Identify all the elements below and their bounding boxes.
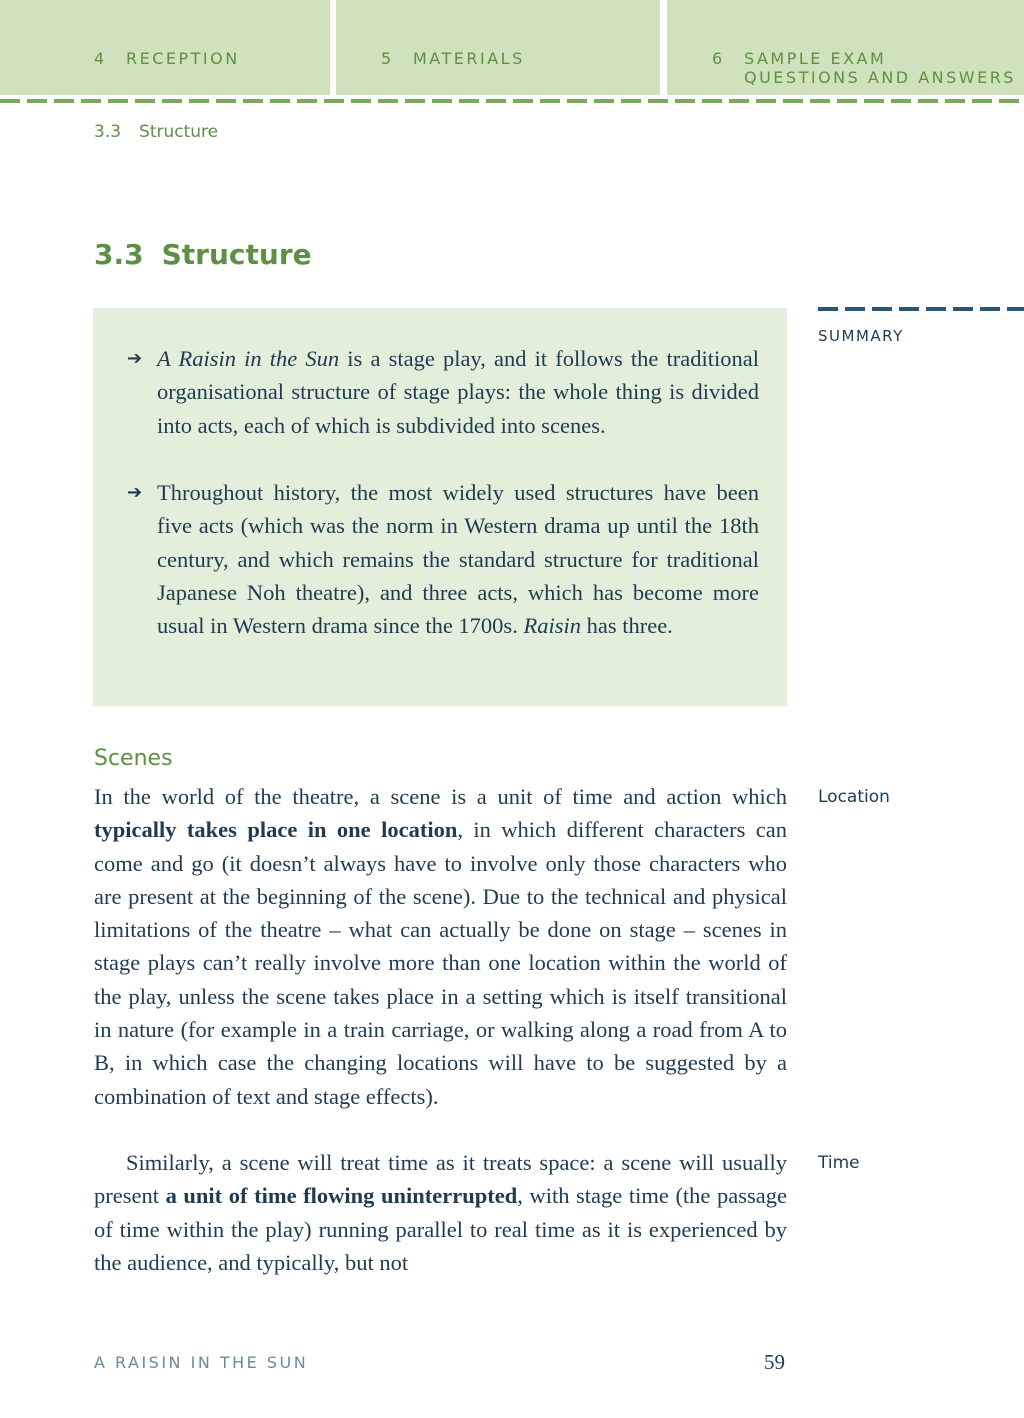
para-text: In the world of the theatre, a scene is a unit of time and action which [94,784,787,809]
header-dashed-rule [0,99,1024,103]
tab-label: MATERIALS [413,49,525,68]
tab-sample-exam[interactable] [667,0,1024,95]
footer-book-title: A RAISIN IN THE SUN [94,1353,309,1372]
page-number: 59 [764,1350,785,1374]
tab-reception[interactable] [0,0,330,95]
tab-number: 5 [381,49,394,68]
summary-text: is a stage play, and it follows the traditional organisational structure of stage plays: the whole thing is divided into acts, each of which is subdivided into scenes. [157,346,759,438]
summary-italic-title: Raisin [523,613,581,639]
summary-text: Throughout history, the most widely used structures have been five acts (which was the norm in Western drama up until the 18th century, and which remains the standard structure for traditional Japanese Noh theatre), and three acts, which has become more usual in Western drama since the 1700s. [157,480,759,639]
tab-number: 4 [94,49,107,68]
summary-text-tail: has three. [580,613,673,639]
summary-item [127,342,759,442]
breadcrumb [94,122,218,142]
margin-location-label: Location [818,787,890,807]
body-paragraph [94,780,787,1113]
tab-number: 6 [712,49,725,68]
arrow-right-icon: ➔ [127,482,143,503]
para-text: , with stage time (the passage of time within the play) running parallel to real time as it is experienced by the audience, and typically, but not [94,1183,787,1275]
subheading-scenes: Scenes [94,746,173,771]
section-title [94,238,312,271]
margin-dashed-rule [818,307,1024,311]
tab-label: RECEPTION [126,49,240,68]
margin-summary-label: SUMMARY [818,327,904,345]
breadcrumb-number: 3.3 [94,122,122,142]
summary-item [127,476,759,642]
tab-label [744,49,1016,87]
section-title-text: Structure [161,238,312,271]
summary-italic-title: A Raisin in the Sun [157,346,340,371]
body-paragraph [94,1146,787,1279]
para-bold: typically takes place in one location [94,817,458,843]
para-text: , in which different characters can come and go (it doesn’t always have to involve only those characters who are present at the beginning of the scene). Due to the technical and physical limitations of the theatre – what can actually be done on stage – scenes in stage plays can’t really involve more than one location within the world of the play, unless the scene takes place in a setting which is itself transitional in nature (for example in a train carriage, or walking along a road from A to B, in which case the changing locations will have to be suggested by a combination of text and stage effects). [94,817,787,1109]
para-text: Similarly, a scene will treat time as it treats space: a scene will usually present [94,1150,787,1209]
tab-materials[interactable] [336,0,660,95]
para-bold: a unit of time flowing uninterrupted [165,1183,518,1209]
tab-label-line2: QUESTIONS AND ANSWERS [744,68,1016,87]
summary-box [93,308,787,706]
margin-time-label: Time [818,1153,860,1173]
section-number: 3.3 [94,238,144,271]
tab-label-line1: SAMPLE EXAM [744,49,887,68]
arrow-right-icon: ➔ [127,348,143,369]
breadcrumb-title: Structure [139,122,219,142]
